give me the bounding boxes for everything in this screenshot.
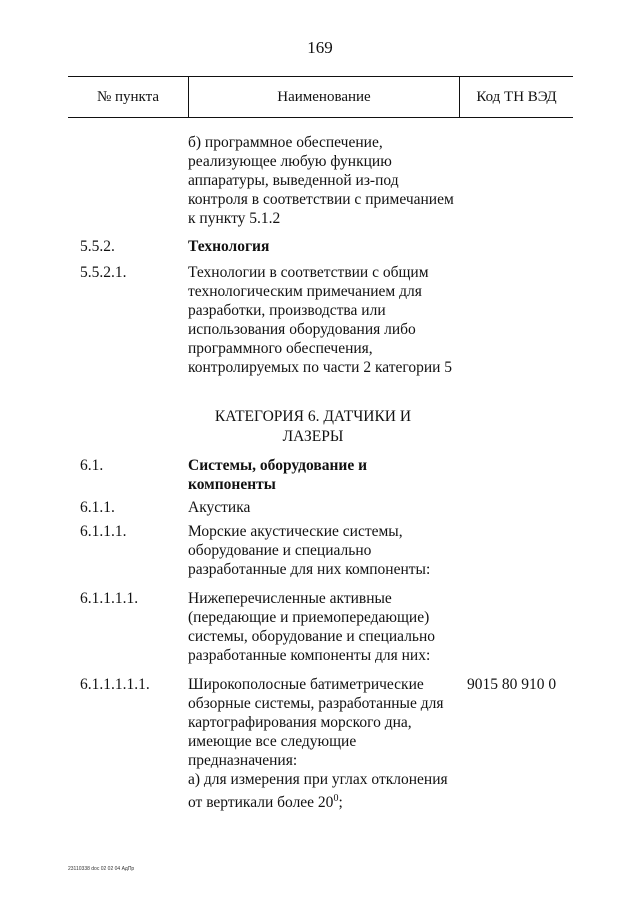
page-number: 169 <box>307 38 333 57</box>
header-item-number: № пункта <box>96 88 160 105</box>
row-number: 6.1.1.1.1.1. <box>80 676 150 693</box>
subitem-a-tail: ; <box>338 794 343 812</box>
header-name: Наименование <box>188 77 460 117</box>
row-text: б) программное обеспечение, реализующее любую функцию аппаратуры, выведенной из-под контроля в соответствии с примечанием к пункту 5.1.2 <box>188 134 454 227</box>
row-text: Технология <box>188 238 270 255</box>
subitem-a-text: а) для измерения при углах отклонения от вертикали более 20 <box>188 771 448 812</box>
row-number: 6.1.1.1. <box>80 523 127 540</box>
header-tnved-code: Код ТН ВЭД <box>476 88 557 105</box>
row-number: 6.1. <box>80 457 104 474</box>
row-tnved-code: 9015 80 910 0 <box>467 676 557 693</box>
row-number: 5.5.2. <box>80 238 115 255</box>
row-text: Технологии в соответствии с общим технологическим примечанием для разработки, производства или использования оборудования либо программного обеспечения, контролируемых по части 2 категории 5 <box>188 264 453 376</box>
footer-reference: 23110338 doc 02 02 04 АдПр <box>68 866 135 872</box>
row-text: Широкополосные батиметрические обзорные системы, разработанные для картографирования морского дна, имеющие все следующие предназначения: <box>188 676 444 769</box>
subitem-a <box>188 770 458 812</box>
row-text: Морские акустические системы, оборудование и специально разработанные для них компоненты: <box>188 523 431 578</box>
table-header <box>68 76 573 118</box>
row-number: 6.1.1.1.1. <box>80 590 139 607</box>
row-number: 5.5.2.1. <box>80 264 127 281</box>
row-number: 6.1.1. <box>80 499 115 516</box>
category-heading: КАТЕГОРИЯ 6. ДАТЧИКИ И ЛАЗЕРЫ <box>214 408 412 445</box>
row-text: Системы, оборудование и компоненты <box>188 457 368 493</box>
degree-superscript: 0 <box>333 793 339 804</box>
row-text: Акустика <box>188 499 251 516</box>
row-text: Нижеперечисленные активные (передающие и приемопередающие) системы, оборудование и специально разработанные компоненты для них: <box>188 590 436 664</box>
